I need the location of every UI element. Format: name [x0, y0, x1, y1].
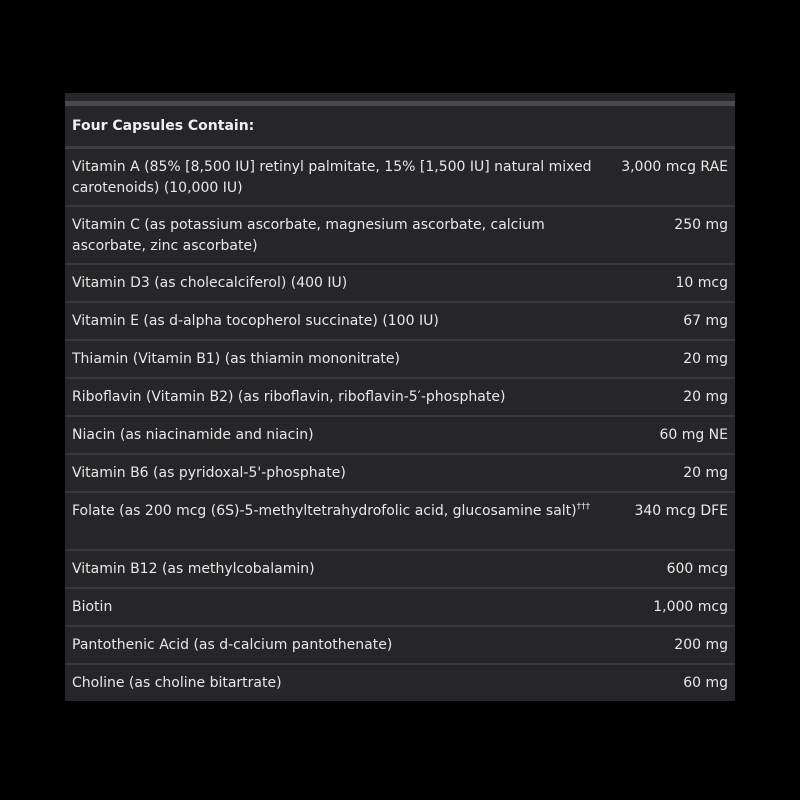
footnote-marker: ††† — [576, 502, 591, 512]
ingredient-amount: 1,000 mcg — [653, 598, 728, 615]
ingredient-amount: 200 mg — [674, 636, 728, 653]
ingredient-name — [72, 501, 590, 522]
ingredient-name: Vitamin B12 (as methylcobalamin) — [72, 560, 315, 577]
ingredient-name: Choline (as choline bitartrate) — [72, 674, 282, 691]
table-row — [65, 341, 735, 379]
table-row — [65, 149, 735, 207]
table-row — [65, 589, 735, 627]
ingredient-amount: 60 mg NE — [659, 426, 728, 443]
ingredient-amount: 20 mg — [683, 388, 728, 405]
table-top-spacer — [65, 93, 735, 101]
table-row — [65, 627, 735, 665]
ingredient-amount: 340 mcg DFE — [634, 503, 728, 519]
ingredient-amount: 60 mg — [683, 674, 728, 691]
ingredient-amount: 20 mg — [683, 350, 728, 367]
ingredient-amount: 10 mcg — [675, 274, 728, 291]
ingredient-name: Thiamin (Vitamin B1) (as thiamin mononitrate) — [72, 350, 400, 367]
supplement-facts-table — [65, 93, 735, 701]
ingredient-name-text: Folate (as 200 mcg (6S)-5-methyltetrahydrofolic acid, glucosamine salt) — [72, 503, 577, 519]
ingredient-amount: 67 mg — [683, 312, 728, 329]
table-row — [65, 551, 735, 589]
ingredient-name: Vitamin D3 (as cholecalciferol) (400 IU) — [72, 274, 348, 291]
ingredient-amount: 600 mcg — [666, 560, 728, 577]
ingredient-name: Riboflavin (Vitamin B2) (as riboflavin, riboflavin-5′-phosphate) — [72, 388, 506, 405]
ingredient-name: Vitamin B6 (as pyridoxal-5'-phosphate) — [72, 464, 346, 481]
ingredient-name: Vitamin C (as potassium ascorbate, magnesium ascorbate, calcium ascorbate, zinc ascorbate) — [72, 217, 545, 254]
table-row — [65, 493, 735, 551]
table-row — [65, 303, 735, 341]
ingredient-amount: 3,000 mcg RAE — [621, 159, 728, 175]
ingredient-name: Pantothenic Acid (as d-calcium pantothenate) — [72, 636, 393, 653]
table-row — [65, 265, 735, 303]
table-row — [65, 665, 735, 701]
table-row — [65, 455, 735, 493]
ingredient-amount: 20 mg — [683, 464, 728, 481]
ingredient-name: Niacin (as niacinamide and niacin) — [72, 426, 314, 443]
table-row — [65, 379, 735, 417]
table-row — [65, 207, 735, 265]
table-header: Four Capsules Contain: — [65, 106, 735, 149]
ingredient-name: Vitamin A (85% [8,500 IU] retinyl palmitate, 15% [1,500 IU] natural mixed carotenoids) (10,000 IU) — [72, 159, 592, 196]
ingredient-amount: 250 mg — [674, 217, 728, 233]
ingredient-name: Vitamin E (as d-alpha tocopherol succinate) (100 IU) — [72, 312, 439, 329]
ingredient-name: Biotin — [72, 598, 113, 615]
table-row — [65, 417, 735, 455]
